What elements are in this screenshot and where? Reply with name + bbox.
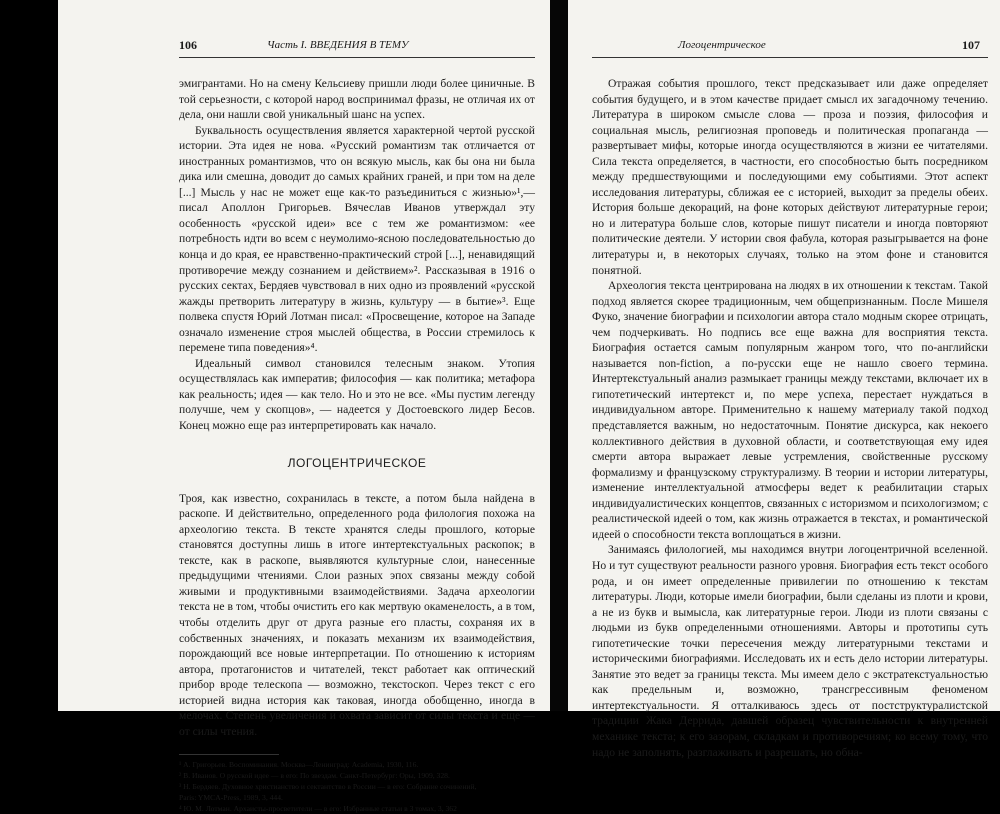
paragraph: Буквальность осуществления является характерной чертой русской истории. Эта идея не нова. «Русский романтизм так отличается от иностранных романтизмов, что он всякую мысль, как бы она ни была дика или смешна, доводит до самых крайних граней, и при том на деле [...] Мысль у нас не может еще как-то разъединиться с жизнью»¹,— писал Аполлон Григорьев. Вячеслав Иванов утверждал эту особенность «русской идеи» все с тем же романтизмом: «ее потребность идти во всем с неумолимо-ясною последовательностью до конца и до края, ее нравственно-практический строй [...], ненавидящий противоречие между сознанием и действием»². Рассказывая в 1916 о русских сектах, Бердяев чувствовал в них одно из проявлений «русской жажды претворить литературу в жизнь, культуру — в бытие»³. Еще полвека спустя Юрий Лотман писал: «Просвещение, которое на Западе означало изменение строя мыслей общества, в России стремилось к перемене типа поведения»⁴. bbox=[179, 123, 535, 355]
footnote: ³ Н. Бердяев. Духовное христианство и сектантство в России — в его: Собрание сочинений, bbox=[179, 782, 477, 792]
footnotes bbox=[179, 759, 535, 814]
paragraph: Археология текста центрирована на людях в их отношении к текстам. Такой подход является скорее традиционным, чем общепризнанным. После Мишеля Фуко, значение биографии и психологии автора стало модным скорее отрицать, чем подчеркивать. Но подпись все еще важна для восприятия текста. Биография остается самым популярным жанром того, что по-английски называется non-fiction, а по-русски еще не нашло своего термина. Интертекстуальный анализ размыкает границы между текстами, включает их в гипотетический интертекст и, по мере успеха, перестает нуждаться в индивидуальном авторе. Применительно к нашему материалу такой подход представляется важным, но недостаточным. Понятие дискурса, как некоего коллективного действия в духовной области, и соответствующая ему идея смерти автора выражает левые устремления, свойственные русскому формализму и французскому структурализму. В теории и истории литературы, изменение интеллектуальной атмосферы ведет к реабилитации старых индивидуалистических концептов, связанных с историзмом и психологизмом; с реалистической идеей о том, как жизнь отражается в текстах, и романтической идеей о способности текста воплощаться в жизни. bbox=[592, 279, 988, 541]
footnote: Paris: YMCA-Press, 1989, 3, 444. bbox=[179, 793, 283, 803]
paragraph: Занимаясь филологией, мы находимся внутри логоцентричной вселенной. Но и тут существуют реальности разного уровня. Биография есть текст особого рода, и он имеет определенные привилегии по отношению к текстам литературы. Люди, которые имели биографии, были сделаны из плоти и крови, а не из букв и вымысла, как литературные герои. Люди из плоти связаны с людьми из букв определенными отношениями. Авторы и прототипы суть гипотетические точки пересечения между литературными текстами и историческими биографиями. Исследовать их и есть дело истории литературы. Занятие это ведет за границы текста. Мы имеем дело с экстратекстуальностью как предельным и, возможно, трансгрессивным феноменом интертекстуальности. Я отталкиваюсь здесь от постструктуралистской традиции Жака Деррида, давшей образец чувствительности к внутренней механике текста; к его зазорам, складкам и противоречиям; ко всему тому, что надо не заполнять, разглаживать и разрешать, но обна- bbox=[592, 543, 988, 759]
footnote: ¹ А. Григорьев. Воспоминания. Москва—Ленинград: Academia, 1930, 116. bbox=[179, 760, 419, 770]
header-rule bbox=[592, 57, 988, 58]
footnote: ⁴ Ю. М. Лотман. Архаисты-просветители — в его: Избранные статьи в 3 томах, 3, 362 bbox=[179, 804, 457, 814]
page-number: 106 bbox=[179, 38, 197, 52]
header-rule bbox=[179, 57, 535, 58]
paragraph: Троя, как известно, сохранилась в тексте, а потом была найдена в раскопе. И действительно, определенного рода филология похожа на археологию текста. В тексте хранятся следы прошлого, которые становятся доступны лишь в итоге интертекстуальных раскопок; в тексте, как в раскопе, выявляются культурные слои, нанесенные предыдущими чтениями. Слои разных эпох связаны между собой живыми и продуктивными взаимодействиями. Задача археологии текста не в том, чтобы очистить его как мертвую окаменелость, а в том, чтобы отделить друг от друга разные его пласты, сохраняя их в собственных значениях, и показать механизм их взаимодействия, порождающий все новые интерпретации. По отношению к историям автора, протагонистов и читателей, текст работает как оптический прибор вроде телескопа — возможно, текстоскоп. Через текст с его историей видна история как таковая, иногда обобщенно, иногда в мелочах. Степень увеличения и охвата зависит от силы текста и еще — от силы чтения. bbox=[179, 491, 535, 738]
section-heading: ЛОГОЦЕНТРИЧЕСКОЕ bbox=[287, 455, 427, 470]
left-page bbox=[58, 0, 550, 814]
paragraph: Отражая события прошлого, текст предсказывает или даже определяет события будущего, и в этом качестве придает смысл их загадочному течению. Литература в широком смысле слова — проза и поэзия, философия и социальная мысль, религиозная проповедь и политическая пропаганда — развертывает мифы, которые иногда осуществляются в жизни ее читателями. Сила текста определяется, в частности, его способностью быть посредником между предшествующими и последующими ему событиями. Этот аспект исследования литературы, сближая ее с историей, выходит за пределы обеих. История больше декораций, на фоне которых действуют литературные герои; но и литература больше слов, которые пишут писатели и иногда повторяют политические деятели. У истории своя фабула, которая разыгрывается на фоне литературы и, в некоторых случаях, только на этом фоне и становится понятной. bbox=[592, 77, 988, 277]
footnote-rule bbox=[179, 754, 279, 755]
paragraph: Идеальный символ становился телесным знаком. Утопия осуществлялась как императив; философия — как политика; метафора как реальность; идея — как тело. Но и это не все. «Мы пустим легенду получше, чем у скопцов», — надеется у Достоевского лидер Бесов. Конец можно еще раз интерпретировать как начало. bbox=[179, 356, 535, 433]
page-number: 107 bbox=[962, 38, 980, 52]
paragraph: эмигрантами. Но на смену Кельсиеву пришли люди более циничные. В той серьезности, с которой народ воспринимал фразы, не отличая их от дела, они нашли свой уникальный шанс на успех. bbox=[179, 77, 535, 122]
running-head bbox=[592, 38, 988, 56]
right-page bbox=[568, 0, 1000, 759]
footnote: ² В. Иванов. О русской идее — в его: По звездам. Санкт-Петербург: Оры, 1909, 328. bbox=[179, 771, 450, 781]
running-title: Логоцентрическое bbox=[678, 39, 766, 51]
running-title: Часть I. ВВЕДЕНИЯ В ТЕМУ bbox=[267, 39, 409, 51]
running-head bbox=[179, 38, 535, 56]
book-gutter bbox=[550, 0, 568, 711]
